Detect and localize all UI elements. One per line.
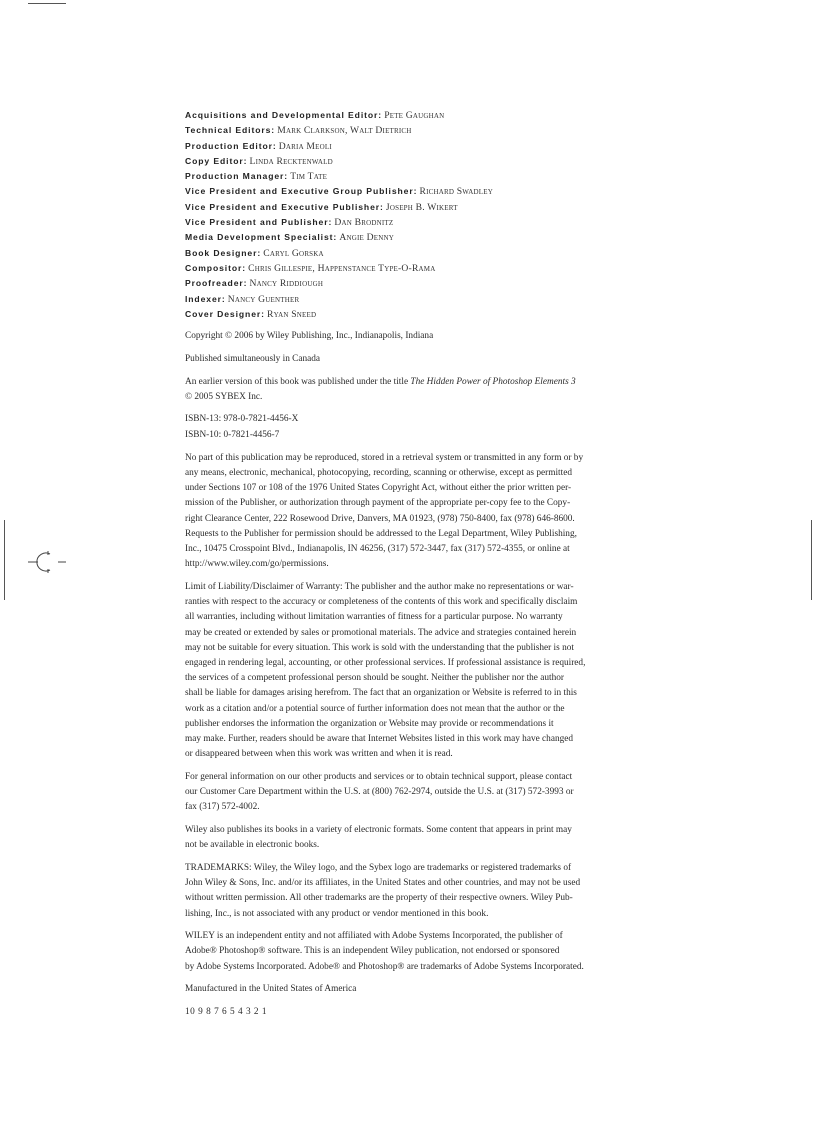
credit-role: Proofreader: (185, 278, 248, 289)
credit-name: Tim Tate (290, 171, 328, 183)
crop-mark-left (4, 520, 5, 600)
text-line: WILEY is an independent entity and not affiliated with Adobe Systems Incorporated, the publisher of (185, 931, 563, 942)
text-line: may be created or extended by sales or promotional materials. The advice and strategies contained herein (185, 627, 577, 638)
credit-name: Richard Swadley (419, 186, 494, 198)
credit-line (185, 184, 605, 199)
registration-mark-icon (26, 548, 70, 576)
general-info-paragraph (185, 770, 605, 816)
earlier-version-note (185, 375, 605, 405)
isbn-10: ISBN-10: 0-7821-4456-7 (185, 429, 280, 440)
credit-line (185, 108, 605, 123)
text-line: work as a citation and/or a potential source of further information does not mean that the author or the (185, 703, 565, 714)
text-line: ranties with respect to the accuracy or completeness of the contents of this work and specifically disclaim (185, 597, 578, 608)
text-line: our Customer Care Department within the U.S. at (800) 762-2974, outside the U.S. at (317) 572-3993 or (185, 787, 574, 798)
credit-name: Dan Brodnitz (334, 217, 394, 229)
credit-line (185, 246, 605, 261)
text-line: may make. Further, readers should be aware that Internet Websites listed in this work may have changed (185, 734, 574, 745)
isbn-13: ISBN-13: 978-0-7821-4456-X (185, 414, 299, 425)
copyright-page-content (185, 108, 605, 1028)
manufactured-note: Manufactured in the United States of America (185, 984, 357, 995)
text-line: all warranties, including without limitation warranties of fitness for a particular purpose. No warranty (185, 612, 563, 623)
credit-line (185, 276, 605, 291)
credit-role: Media Development Specialist: (185, 232, 338, 243)
rights-paragraph (185, 451, 605, 573)
credit-role: Technical Editors: (185, 125, 276, 136)
credit-name: Ryan Sneed (267, 308, 317, 320)
isbn-block (185, 412, 605, 442)
text-line: John Wiley & Sons, Inc. and/or its affiliates, in the United States and other countries, and may not be used (185, 878, 581, 889)
earlier-version-title: The Hidden Power of Photoshop Elements 3 (410, 376, 576, 387)
published-canada: Published simultaneously in Canada (185, 353, 321, 364)
credit-role: Production Editor: (185, 140, 277, 151)
text-line: lishing, Inc., is not associated with any product or vendor mentioned in this book. (185, 908, 489, 919)
text-line: No part of this publication may be reproduced, stored in a retrieval system or transmitted in any form or by (185, 452, 584, 463)
text-line: Adobe® Photoshop® software. This is an independent Wiley publication, not endorsed or sponsored (185, 946, 560, 957)
credit-role: Book Designer: (185, 247, 262, 258)
electronic-formats-paragraph (185, 823, 605, 853)
text-line: Inc., 10475 Crosspoint Blvd., Indianapolis, IN 46256, (317) 572-3447, fax (317) 572-4355, or online at (185, 544, 570, 555)
credit-line (185, 230, 605, 245)
text-line: without written permission. All other trademarks are the property of their respective owners. Wiley Pub- (185, 893, 573, 904)
text-line: mission of the Publisher, or authorization through payment of the appropriate per-copy fee to the Copy- (185, 498, 571, 509)
earlier-version-copyright: © 2005 SYBEX Inc. (185, 391, 263, 402)
credit-line (185, 200, 605, 215)
credit-role: Vice President and Publisher: (185, 217, 333, 228)
credit-name: Nancy Riddiough (249, 278, 324, 290)
text-line: engaged in rendering legal, accounting, or other professional services. If professional assistance is required, (185, 658, 586, 669)
text-line: Limit of Liability/Disclaimer of Warranty: The publisher and the author make no representations or war- (185, 582, 574, 592)
credit-role: Cover Designer: (185, 308, 265, 319)
credit-line (185, 261, 605, 276)
credit-role: Acquisitions and Developmental Editor: (185, 110, 383, 120)
credit-line (185, 307, 605, 322)
text-line: http://www.wiley.com/go/permissions. (185, 559, 329, 570)
credit-name: Caryl Gorska (263, 247, 324, 259)
credit-line (185, 169, 605, 184)
text-line: Wiley also publishes its books in a variety of electronic formats. Some content that appears in print may (185, 825, 572, 836)
liability-paragraph (185, 580, 605, 762)
copyright-notice: Copyright © 2006 by Wiley Publishing, Inc., Indianapolis, Indiana (185, 331, 434, 342)
text-line: Requests to the Publisher for permission should be addressed to the Legal Department, Wiley Publishing, (185, 528, 577, 539)
credit-line (185, 123, 605, 138)
text-line: shall be liable for damages arising herefrom. The fact that an organization or Website is referred to in this (185, 688, 577, 699)
text-line: under Sections 107 or 108 of the 1976 United States Copyright Act, without either the prior written per- (185, 483, 572, 494)
credit-role: Copy Editor: (185, 155, 248, 166)
credits-list (185, 108, 605, 322)
text-line: publisher endorses the information the organization or Website may provide or recommendations it (185, 718, 554, 729)
text-line: may not be suitable for every situation. This work is sold with the understanding that the publisher is not (185, 642, 574, 653)
credit-name: Linda Recktenwald (249, 155, 333, 167)
credit-name: Nancy Guenther (227, 293, 300, 305)
credit-name: Pete Gaughan (384, 110, 445, 121)
text-line: right Clearance Center, 222 Rosewood Drive, Danvers, MA 01923, (978) 750-8400, fax (978) 646-8600. (185, 513, 575, 524)
credit-name: Mark Clarkson, Walt Dietrich (277, 125, 412, 137)
credit-role: Indexer: (185, 293, 226, 304)
credit-line (185, 292, 605, 307)
text-line: TRADEMARKS: Wiley, the Wiley logo, and the Sybex logo are trademarks or registered trademarks of (185, 862, 572, 873)
text-line: any means, electronic, mechanical, photocopying, recording, scanning or otherwise, except as permitted (185, 468, 572, 479)
text-line: not be available in electronic books. (185, 840, 320, 851)
credit-role: Production Manager: (185, 171, 289, 182)
text-line: fax (317) 572-4002. (185, 802, 260, 813)
earlier-version-line (185, 375, 605, 390)
text-line: or disappeared between when this work was written and when it is read. (185, 749, 453, 760)
crop-mark-top (28, 3, 66, 4)
credit-name: Daria Meoli (278, 140, 332, 152)
credit-role: Vice President and Executive Publisher: (185, 201, 384, 212)
adobe-disclaimer-paragraph (185, 929, 605, 975)
text-line: the services of a competent professional person should be sought. Neither the publisher nor the author (185, 673, 565, 684)
credit-line (185, 154, 605, 169)
credit-role: Vice President and Executive Group Publisher: (185, 186, 418, 197)
credit-line (185, 139, 605, 154)
trademarks-paragraph (185, 861, 605, 922)
text-line: For general information on our other products and services or to obtain technical support, please contact (185, 771, 573, 782)
credit-line (185, 215, 605, 230)
credit-name: Angie Denny (339, 232, 394, 244)
printing-line: 10 9 8 7 6 5 4 3 2 1 (185, 1007, 268, 1018)
crop-mark-right (811, 520, 812, 600)
earlier-version-prefix: An earlier version of this book was published under the title (185, 376, 411, 387)
credit-role: Compositor: (185, 262, 246, 273)
credit-name: Joseph B. Wikert (385, 201, 458, 213)
text-line: by Adobe Systems Incorporated. Adobe® and Photoshop® are trademarks of Adobe Systems Incorporated. (185, 961, 584, 972)
credit-name: Chris Gillespie, Happenstance Type-O-Rama (248, 262, 436, 274)
